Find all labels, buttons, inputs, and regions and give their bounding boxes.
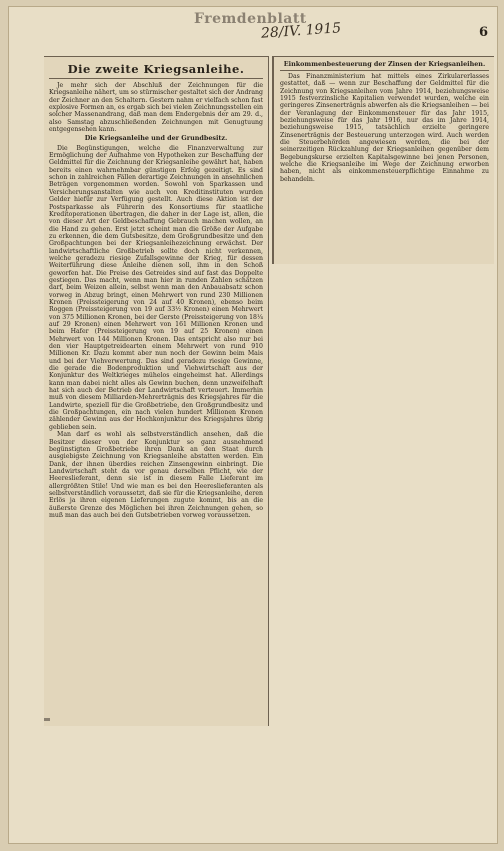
clipping-war-loan-article <box>44 56 269 726</box>
side-article-headline: Einkommenbesteuerung der Zinsen der Kriegsanleihen. <box>280 60 489 71</box>
side-article-body <box>280 73 489 183</box>
article-subheading: Die Kriegsanleihe und der Grundbesitz. <box>84 134 228 143</box>
article-headline: Die zweite Kriegsanleihe. <box>49 62 263 79</box>
clipping-income-tax-article <box>272 56 494 264</box>
page-number: 6 <box>479 25 489 40</box>
handwritten-date: 28/IV. 1915 <box>260 20 342 42</box>
article-closing-paragraph: Man darf es wohl als selbstverständlich ansehen, daß die Besitzer dieser von der Konjunktur so ganz ausnehmend begünstigten Großbetriebe ihren Dank an den Staat durch ausgiebigste Zeichnung von Kriegsanleihe abstatten werden. Ein Dank, der ihnen überdies reichen Zinsengewinn einbringt. Die Landwirtschaft steht da vor genau derselben Pflicht, wie der Heereslieferant, denn sie ist in diesem Falle Lieferant im allergrößten Stile! Und wie man es bei den Heereslieferanten als selbstverständlich voraussetzt, daß sie für die Kriegsanleihe, deren Erlös ja ihren eigenen Lieferungen zugute kommt, bis an die äußerste Grenze des Möglichen bei ihren Zeichnungen gehen, so muß man das auch bei den Gutsbetrieben vorweg voraussetzen. <box>49 431 263 519</box>
paper-mark <box>44 718 50 721</box>
article-body <box>49 82 263 519</box>
article-main-paragraph: Die Begünstigungen, welche die Finanzverwaltung zur Ermöglichung der Aufnahme von Hypotheken zur Beschaffung der Geldmittel für die Zeichnung der Kriegsanleihe gewährt hat, haben bereits einen wahrnehmbar günstigen Erfolg gezeitigt. Es sind schon in zahlreichen Fällen derartige Zeichnungen in ansehnlichen Beträgen vorgenommen worden. Sowohl von Sparkassen und Versicherungsanstalten wie auch von Kreditinstituten wurden Gelder hiefür zur Verfügung gestellt. Auch diese Aktion ist der Postsparkasse als Führerin des Konsortiums für staatliche Kreditoperationen übertragen, die daher in der Lage ist, allen, die von dieser Art der Geldbeschaffung Gebrauch machen wollen, an die Hand zu gehen. Erst jetzt scheint man die Größe der Aufgabe zu erkennen, die dem Gutsbesitze, dem Großgrundbesitze und den Großpachtungen bei der Kriegsanleihezeichnung erwächst. Der landwirtschaftliche Großbetrieb sollte doch nicht verkennen, welche geradezu riesige Zufallsgewinne der Krieg, für dessen Weiterführung diese Anleihe dienen soll, ihm in den Schoß geworfen hat. Die Preise des Getreides sind auf fast das Doppelte gestiegen. Das macht, wenn man hier in runden Zahlen schätzen darf, beim Weizen allein, selbst wenn man den Anbauabsatz schon vorweg in Abzug bringt, einen Mehrwert von rund 230 Millionen Kronen (Preissteigerung von 24 auf 40 Kronen), ebenso beim Roggen (Preissteigerung von 19 auf 33½ Kronen) einen Mehrwert von 375 Millionen Kronen, bei der Gerste (Preissteigerung von 18¼ auf 29 Kronen) einen Mehrwert von 161 Millionen Kronen und beim Hafer (Preissteigerung von 19 auf 25 Kronen) einen Mehrwert von 144 Millionen Kronen. Das entspricht also nur bei den vier Hauptgetreidearten einem Mehrwert von rund 910 Millionen Kr. Dazu kommt aber nun noch der Gewinn beim Mais und bei der Viehverwertung. Das sind geradezu riesige Gewinne, die gerade die Bodenproduktion und Viehwirtschaft aus der Konjunktur des Weltkrieges mühelos eingeheimst hat. Allerdings kann man dabei nicht alles als Gewinn buchen, denn unzweifelhaft hat sich auch der Betrieb der Landwirtschaft verteuert. Immerhin muß von diesem Milliarden-Mehrerträgnis des Kriegsjahres für die Landwirte, speziell für die Großbetriebe, den Großgrundbesitz und die Großpachtungen, ein nach vielen hundert Millionen Kronen zählender Gewinn aus der Hochkonjunktur des Kriegsjahres übrig geblieben sein. <box>49 144 263 431</box>
article-intro-paragraph: Je mehr sich der Abschluß der Zeichnungen für die Kriegsanleihe nähert, um so stürmischer gestaltet sich der Andrang der Zeichner an den Schaltern. Gestern nahm er vielfach schon fast explosive Formen an, es ergab sich bei vielen Zeichnungsstellen ein solcher Massenandrang, daß man dem Endergebnis der am 29. d., also Samstag abzuschließenden Zeichnungen mit Genugtuung entgegensehen kann. <box>49 82 263 134</box>
newspaper-masthead: Fremdenblatt <box>194 11 307 27</box>
side-article-paragraph: Das Finanzministerium hat mittels eines Zirkularerlasses gestattet, daß — wenn zur Beschaffung der Geldmittel für die Zeichnung von Kriegsanleihen vom Jahre 1914, beziehungsweise 1915 festverzinsliche Kapitalien verwendet wurden, welche ein geringeres Zinsenerträgnis abwerfen als die Kriegsanleihen — bei der Veranlagung der Einkommensteuer für das Jahr 1915, beziehungsweise für das Jahr 1916, nur das im Jahre 1914, beziehungsweise 1915, tatsächlich erzielte geringere Zinsenerträgnis der Besteuerung unterzogen wird. Auch werden die Steuerbehörden angewiesen werden, die bei der seinerzeitigen Rückzahlung der Kriegsanleihen gegenüber dem Begebungskurse erzielten Kapitalsgewinne bei jenen Personen, welche die Kriegsanleihe im Wege der Zeichnung erworben haben, nicht als einkommensteuerpflichtige Einnahme zu behandeln. <box>280 73 489 183</box>
